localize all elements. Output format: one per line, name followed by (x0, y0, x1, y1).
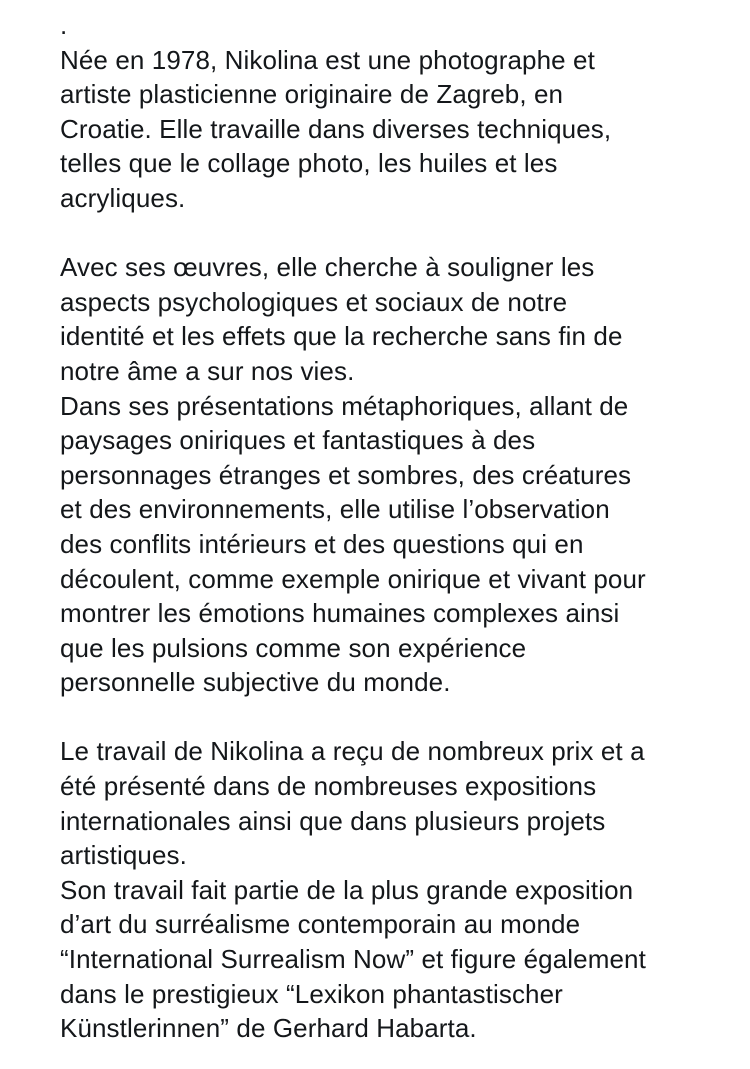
text-line: telles que le collage photo, les huiles et les (60, 148, 558, 179)
text-line: que les pulsions comme son expérience (60, 632, 527, 663)
text-line: été présenté dans de nombreuses expositions (60, 771, 597, 802)
text-line: . (60, 10, 68, 40)
text-line: Le travail de Nikolina a reçu de nombreux prix et a (60, 736, 645, 767)
text-line: Dans ses présentations métaphoriques, allant de (60, 390, 629, 421)
text-line: internationales ainsi que dans plusieurs projets (60, 805, 606, 836)
text-line: et des environnements, elle utilise l’observation (60, 494, 610, 525)
text-line: “International Surrealism Now” et figure également (60, 944, 646, 975)
text-line: identité et les effets que la recherche sans fin de (60, 321, 623, 352)
text-line: artiste plasticienne originaire de Zagreb, en (60, 79, 564, 110)
text-line: aspects psychologiques et sociaux de notre (60, 286, 568, 317)
text-line: Née en 1978, Nikolina est une photographe et (60, 44, 595, 75)
text-line: notre âme a sur nos vies. (60, 355, 355, 386)
text-line: Son travail fait partie de la plus grande exposition (60, 874, 634, 905)
text-line: d’art du surréalisme contemporain au monde (60, 909, 581, 940)
text-line: acryliques. (60, 182, 186, 213)
text-block-reconnaissance (60, 734, 700, 1045)
text-line: artistiques. (60, 840, 187, 871)
text-line: montrer les émotions humaines complexes ainsi (60, 598, 620, 629)
text-line: dans le prestigieux “Lexikon phantastischer (60, 978, 563, 1009)
text-line: paysages oniriques et fantastiques à des (60, 425, 536, 456)
text-line: Avec ses œuvres, elle cherche à souligner les (60, 252, 595, 283)
text-block-intro-biographie (60, 8, 700, 216)
text-line: Künstlerinnen” de Gerhard Habarta. (60, 1013, 477, 1044)
text-line: personnelle subjective du monde. (60, 667, 451, 698)
text-line: Croatie. Elle travaille dans diverses techniques, (60, 113, 612, 144)
text-line: des conflits intérieurs et des questions qui en (60, 528, 584, 559)
document-text (60, 8, 700, 1046)
text-line: découlent, comme exemple onirique et vivant pour (60, 563, 646, 594)
text-line: personnages étranges et sombres, des créatures (60, 459, 632, 490)
text-block-demarche-artistique (60, 250, 700, 700)
